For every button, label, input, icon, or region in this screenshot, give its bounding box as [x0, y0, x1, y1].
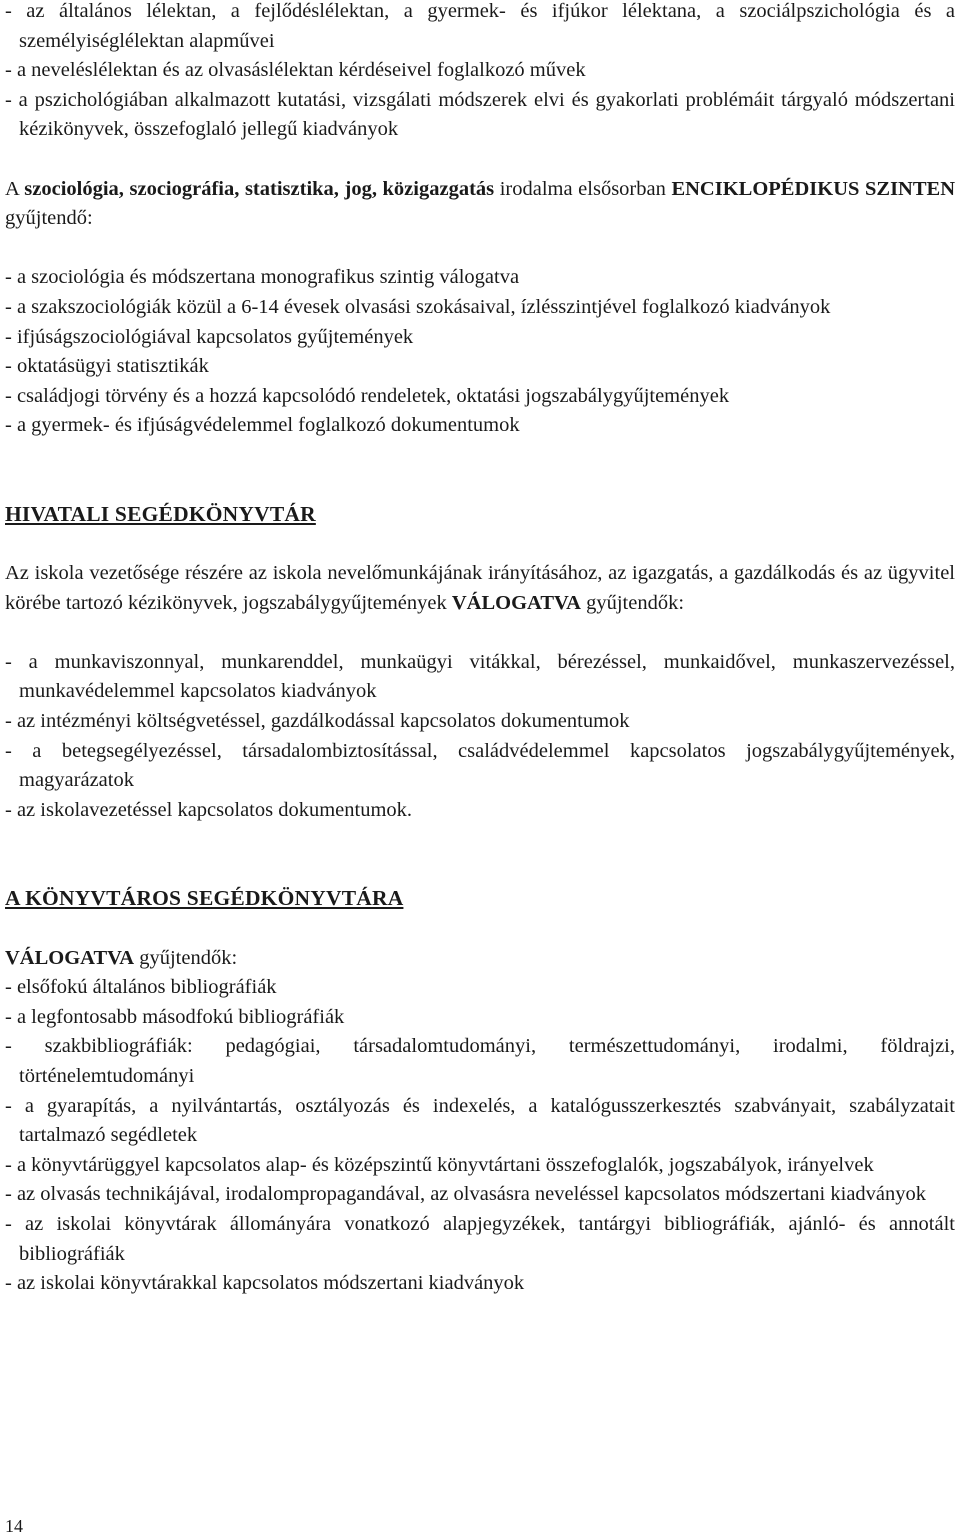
list-item: - a gyarapítás, a nyilvántartás, osztályozás és indexelés, a katalógusszerkesztés szabványait, szabályzatait tartalmazó segédletek	[5, 1094, 955, 1147]
list-item: - az iskolai könyvtárak állományára vonatkozó alapjegyzékek, tantárgyi bibliográfiák, ajánló- és annotált bibliográfiák	[5, 1212, 955, 1265]
list-item: - oktatásügyi statisztikák	[5, 355, 209, 378]
list-item: - az intézményi költségvetéssel, gazdálkodással kapcsolatos dokumentumok	[5, 710, 630, 733]
list-item: - a pszichológiában alkalmazott kutatási, vizsgálati módszerek elvi és gyakorlati problémáit tárgyaló módszertani kézikönyvek, összefoglaló jellegű kiadványok	[5, 88, 955, 141]
official-library-intro	[5, 559, 955, 618]
list-item: - a könyvtárüggyel kapcsolatos alap- és középszintű könyvtártani összefoglalók, jogszabályok, irányelvek	[5, 1153, 874, 1176]
list-item: - az iskolavezetéssel kapcsolatos dokumentumok.	[5, 798, 413, 821]
official-library-bold-word: VÁLOGATVA	[451, 591, 581, 614]
list-item: - elsőfokú általános bibliográfiák	[5, 976, 277, 999]
list-item: - ifjúságszociológiával kapcsolatos gyűjtemények	[5, 325, 414, 348]
librarian-library-intro	[5, 944, 955, 974]
list-item: - az iskolai könyvtárakkal kapcsolatos módszertani kiadványok	[5, 1272, 525, 1295]
list-item: - a legfontosabb másodfokú bibliográfiák	[5, 1005, 345, 1028]
sociology-tail: gyűjtendő:	[5, 207, 93, 230]
list-item: - az olvasás technikájával, irodalompropagandával, az olvasásra neveléssel kapcsolatos módszertani kiadványok	[5, 1183, 927, 1206]
sociology-middle: irodalma elsősorban	[499, 177, 666, 200]
official-library-heading: HIVATALI SEGÉDKÖNYVTÁR	[5, 501, 316, 526]
librarian-library-tail: gyűjtendők:	[139, 946, 238, 969]
list-item: - a neveléslélektan és az olvasáslélektan kérdéseivel foglalkozó művek	[5, 59, 586, 82]
official-library-list	[5, 648, 955, 826]
list-item: - a betegsegélyezéssel, társadalombiztosítással, családvédelemmel kapcsolatos jogszabálygyűjtemények, magyarázatok	[5, 739, 955, 792]
librarian-library-bold-word: VÁLOGATVA	[5, 946, 135, 969]
intro-list	[5, 0, 955, 145]
librarian-library-list	[5, 973, 955, 1299]
official-library-tail: gyűjtendők:	[586, 591, 685, 614]
list-item: - az általános lélektan, a fejlődéslélektan, a gyermek- és ifjúkor lélektana, a szociálpszichológia és a személyiséglélektan alapművei	[5, 0, 955, 52]
document-page	[5, 0, 955, 1299]
list-item: - szakbibliográfiák: pedagógiai, társadalomtudományi, természettudományi, irodalmi, földrajzi, történelemtudományi	[5, 1035, 955, 1087]
sociology-lead: A	[5, 177, 19, 200]
sociology-bold-topics: szociológia, szociográfia, statisztika, jog, közigazgatás	[24, 177, 495, 200]
list-item: - a munkaviszonnyal, munkarenddel, munkaügyi vitákkal, bérezéssel, munkaidővel, munkaszervezéssel, munkavédelemmel kapcsolatos kiadványok	[5, 650, 955, 703]
list-item: - a szakszociológiák közül a 6-14 évesek olvasási szokásaival, ízlésszintjével foglalkozó kiadványok	[5, 295, 831, 318]
list-item: - a szociológia és módszertana monografikus szintig válogatva	[5, 266, 520, 289]
sociology-list	[5, 263, 955, 441]
list-item: - családjogi törvény és a hozzá kapcsolódó rendeletek, oktatási jogszabálygyűjtemények	[5, 384, 730, 407]
page-number: 14	[5, 1516, 23, 1536]
librarian-library-heading: A KÖNYVTÁROS SEGÉDKÖNYVTÁRA	[5, 886, 404, 911]
official-library-intro-text: Az iskola vezetősége részére az iskola nevelőmunkájának irányításához, az igazgatás, a gazdálkodás és az ügyvitel körébe tartozó kézikönyvek, jogszabálygyűjtemények	[5, 562, 955, 614]
list-item: - a gyermek- és ifjúságvédelemmel foglalkozó dokumentumok	[5, 414, 520, 437]
sociology-bold-level: ENCIKLOPÉDIKUS SZINTEN	[671, 177, 956, 200]
sociology-paragraph	[5, 175, 955, 234]
